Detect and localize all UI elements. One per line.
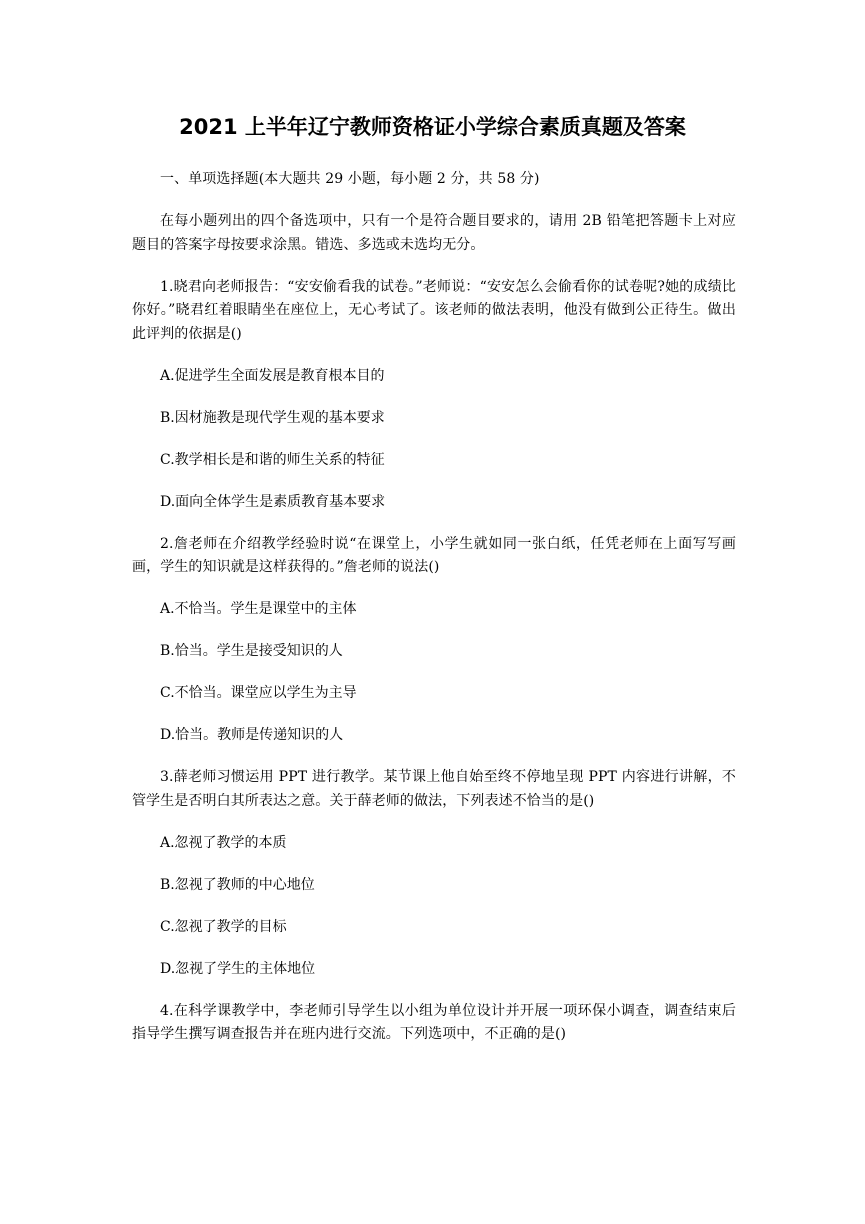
document-body: [132, 168, 736, 1065]
question-1-option-c: C.教学相长是和谐的师生关系的特征: [160, 451, 385, 468]
question-1-option-d: D.面向全体学生是素质教育基本要求: [160, 493, 386, 510]
question-2-option-c: C.不恰当。课堂应以学生为主导: [160, 685, 357, 701]
question-3-option-c: C.忽视了教学的目标: [160, 918, 287, 935]
question-3-option-b: B.忽视了教师的中心地位: [160, 876, 315, 893]
question-1-option-a: A.促进学生全面发展是教育根本目的: [160, 367, 385, 384]
question-4-stem: 4.在科学课教学中，李老师引导学生以小组为单位设计并开展一项环保小调查，调查结束后指导学生撰写调查报告并在班内进行交流。下列选项中，不正确的是(): [132, 1002, 736, 1042]
document-title: 2021 上半年辽宁教师资格证小学综合素质真题及答案: [179, 115, 686, 139]
question-3-stem: 3.薛老师习惯运用 PPT 进行教学。某节课上他自始至终不停地呈现 PPT 内容进行讲解，不管学生是否明白其所表达之意。关于薛老师的做法，下列表述不恰当的是(): [132, 769, 736, 809]
question-2-option-a: A.不恰当。学生是课堂中的主体: [160, 601, 357, 617]
question-1-stem: 1.晓君向老师报告：“安安偷看我的试卷。”老师说：“安安怎么会偷看你的试卷呢?她的成绩比你好。”晓君红着眼睛坐在座位上，无心考试了。该老师的做法表明，他没有做到公正待生。做出此评判的依据是(): [132, 278, 736, 342]
question-2-option-b: B.恰当。学生是接受知识的人: [160, 643, 343, 659]
section-heading: 一、单项选择题(本大题共 29 小题，每小题 2 分，共 58 分): [160, 171, 540, 187]
instructions: 在每小题列出的四个备选项中，只有一个是符合题目要求的，请用 2B 铅笔把答题卡上对应题目的答案字母按要求涂黑。错选、多选或未选均无分。: [132, 213, 736, 253]
question-2-stem: 2.詹老师在介绍教学经验时说“在课堂上，小学生就如同一张白纸，任凭老师在上面写写画画，学生的知识就是这样获得的。”詹老师的说法(): [132, 535, 736, 575]
question-3-option-d: D.忽视了学生的主体地位: [160, 960, 316, 977]
question-2-option-d: D.恰当。教师是传递知识的人: [160, 727, 344, 743]
question-1-option-b: B.因材施教是现代学生观的基本要求: [160, 409, 385, 426]
question-3-option-a: A.忽视了教学的本质: [160, 834, 287, 851]
